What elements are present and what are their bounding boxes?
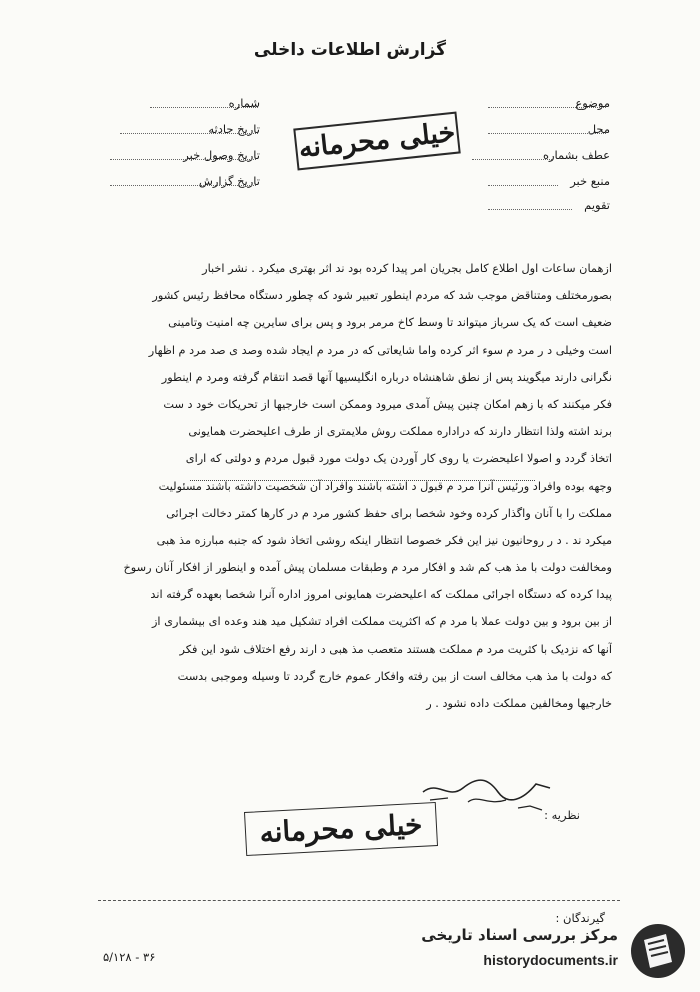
body-line: فکر میکنند که با زهم امکان چنین پیش آمدی میرود وممکن است خارجیها از تحریکات خود د ست <box>163 397 612 411</box>
classification-stamp: خیلی محرمانه <box>293 112 460 171</box>
recipients-label: گیرندگان : <box>555 911 605 925</box>
document-number: ۵/۱۲۸ - ۳۶ <box>103 950 156 964</box>
body-line: ضعیف است که یک سرباز میتواند تا وسط کاخ مرمر برود و پس برای سایرین چه امنیت وتامینی <box>168 316 612 330</box>
body-line: ازهمان ساعات اول اطلاع کامل بجریان امر پیدا کرده بود ند اثر بهتری میکرد . نشر اخبار <box>202 262 612 275</box>
watermark-name: مرکز بررسی اسناد تاریخی <box>421 926 618 944</box>
body-line: نگرانی دارند میگویند پس از نطق شاهنشاه درباره انگلیسیها آنها قصد انتقام گرفته ومرد م اینطور <box>161 370 612 384</box>
opinion-label: نظریه : <box>544 808 580 822</box>
body-line: ومخالفت دولت با مذ هب کم شد و افکار مرد م وطبقات مسلمان پیش آمده و اینطور از افکار آنان رسوخ <box>123 561 612 575</box>
report-body <box>104 255 612 717</box>
handwritten-underline <box>190 480 535 481</box>
footer-divider <box>98 900 620 901</box>
body-line: مملکت را با آنان واگذار کرده وخود شخصا برای حفظ کشور مرد م در کارها کمتر دخالت اجرائی <box>166 506 612 520</box>
body-line: پیدا کرده که دستگاه اجرائی مملکت که اعلیحضرت همایونی امروز اداره آنرا شخصا بعهده گرفته اند <box>150 588 612 602</box>
source-label: منبع خبر <box>570 174 610 188</box>
location-line <box>488 133 606 134</box>
body-line: بصورمختلف ومتناقض موجب شد که مردم اینطور تعبیر شود که چطور دستگاه محافظ رئیس کشور <box>152 289 612 303</box>
report-date-line <box>110 185 256 186</box>
number-line <box>150 107 258 108</box>
subject-line <box>488 107 606 108</box>
evaluation-line <box>488 209 572 210</box>
archive-watermark <box>421 920 690 982</box>
body-line: است وخیلی د ر مرد م سوء اثر کرده واما شایعاتی که در مرد م ایجاد شده وصد ی صد مرد م اظهار <box>148 343 612 357</box>
source-line <box>488 185 558 186</box>
body-line: که دولت با مذ هب مخالف است از بین رفته وافکار عموم خارج گردد تا وسیله وموجبی بدست <box>177 669 612 683</box>
report-date-label: تاریخ گزارش <box>198 174 260 188</box>
evaluation-label: تقویم <box>584 198 610 212</box>
body-line: میکرد ند . د ر روحانیون نیز این فکر خصوصا انتظار اینکه روشی اتخاذ شود که جنبه مبارزه مذ هبی <box>156 533 612 547</box>
body-line: اتخاذ گردد و اصولا اعلیحضرت یا روی کار آوردن یک دولت مورد قبول مردم و دولتی که ارای <box>185 452 612 466</box>
body-line: از بین برود و بین دولت عملا با مرد م که اکثریت مملکت افراد تشکیل مید هند وعده ای بیشماری از <box>151 615 612 629</box>
watermark-site: historydocuments.ir <box>483 952 618 968</box>
classification-stamp-bottom: خیلی محرمانه <box>244 802 438 856</box>
number-label: شماره <box>228 96 260 110</box>
receipt-date-line <box>110 159 256 160</box>
body-line: وجهه بوده وافراد ورئیس آنرا مرد م قبول د اشته باشند وافراد آن شخصیت داشته باشند مسئولیت <box>158 479 612 493</box>
incident-date-line <box>120 133 258 134</box>
subject-label: موضوع <box>575 96 610 110</box>
reference-label: عطف بشماره <box>542 148 610 162</box>
archive-logo-icon <box>626 920 690 982</box>
incident-date-label: تاریخ حادثه <box>208 122 260 136</box>
location-label: محل <box>587 122 610 136</box>
body-line: خارجیها ومخالفین مملکت داده نشود . ر <box>426 697 612 710</box>
reference-line <box>472 159 552 160</box>
body-line: آنها که نزدیک با کثریت مرد م مملکت هستند متعصب مذ هبی د ارند رفع اختلاف شود این فکر <box>179 642 612 656</box>
document-title: گزارش اطلاعات داخلی <box>253 40 447 60</box>
body-line: برند اشته ولذا انتظار دارند که دراداره مملکت روش ملایمتری از طرف اعلیحضرت همایونی <box>188 425 612 439</box>
signature <box>418 770 558 820</box>
receipt-date-label: تاریخ وصول خبر <box>183 148 260 162</box>
